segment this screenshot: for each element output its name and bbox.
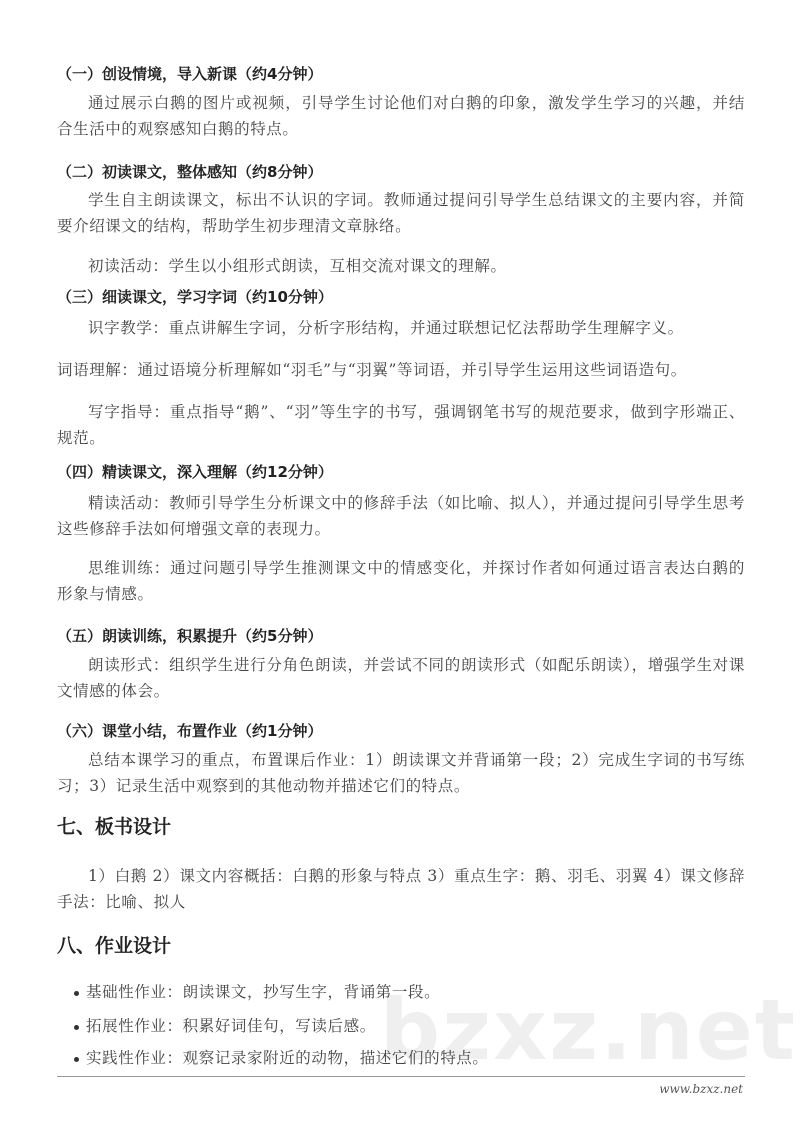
section-5-paragraph: 朗读形式：组织学生进行分角色朗读，并尝试不同的朗读形式（如配乐朗读），增强学生对课文情感的体会。: [57, 656, 745, 700]
footer-url: www.bzxz.net: [659, 1082, 743, 1096]
watermark: bzxz.net: [380, 981, 797, 1079]
homework-item-text: 拓展性作业：积累好词佳句，写读后感。: [86, 1017, 376, 1035]
section-6-heading: （六）课堂小结，布置作业（约1分钟）: [57, 722, 323, 740]
bullet-icon: [74, 991, 79, 996]
section-4-paragraph-2: 思维训练：通过问题引导学生推测课文中的情感变化，并探讨作者如何通过语言表达白鹅的形象与情感。: [57, 559, 745, 603]
homework-item: [74, 981, 440, 1003]
homework-item: [74, 1047, 489, 1069]
homework-item-text: 实践性作业：观察记录家附近的动物，描述它们的特点。: [86, 1049, 489, 1067]
section-1-paragraph: 通过展示白鹅的图片或视频，引导学生讨论他们对白鹅的印象，激发学生学习的兴趣，并结合生活中的观察感知白鹅的特点。: [57, 94, 745, 138]
section-4-paragraph-1: 精读活动：教师引导学生分析课文中的修辞手法（如比喻、拟人），并通过提问引导学生思考这些修辞手法如何增强文章的表现力。: [57, 494, 745, 538]
section-6-paragraph: 总结本课学习的重点，布置课后作业：1）朗读课文并背诵第一段；2）完成生字词的书写练习；3）记录生活中观察到的其他动物并描述它们的特点。: [57, 751, 745, 795]
bullet-icon: [74, 1025, 79, 1030]
homework-item-text: 基础性作业：朗读课文，抄写生字，背诵第一段。: [86, 983, 441, 1001]
section-3-paragraph-2: 词语理解：通过语境分析理解如“羽毛”与“羽翼”等词语，并引导学生运用这些词语造句。: [57, 361, 687, 379]
section-2-paragraph-1: 学生自主朗读课文，标出不认识的字词。教师通过提问引导学生总结课文的主要内容，并简要介绍课文的结构，帮助学生初步理清文章脉络。: [57, 191, 745, 235]
section-4-heading: （四）精读课文，深入理解（约12分钟）: [57, 463, 333, 481]
board-design-text: 1）白鹅 2）课文内容概括：白鹅的形象与特点 3）重点生字：鹅、羽毛、羽翼 4）课文修辞手法：比喻、拟人: [57, 867, 745, 911]
board-design-heading: 七、板书设计: [57, 816, 172, 838]
section-5-heading: （五）朗读训练，积累提升（约5分钟）: [57, 627, 323, 645]
homework-item: [74, 1015, 376, 1037]
bullet-icon: [74, 1057, 79, 1062]
section-2-paragraph-2: 初读活动：学生以小组形式朗读，互相交流对课文的理解。: [88, 257, 507, 275]
section-2-heading: （二）初读课文，整体感知（约8分钟）: [57, 163, 323, 181]
section-3-heading: （三）细读课文，学习字词（约10分钟）: [57, 288, 333, 306]
footer-divider: [57, 1076, 745, 1077]
section-3-paragraph-1: 识字教学：重点讲解生字词，分析字形结构，并通过联想记忆法帮助学生理解字义。: [88, 319, 684, 337]
homework-heading: 八、作业设计: [57, 935, 172, 957]
section-3-paragraph-3: 写字指导：重点指导“鹅”、“羽”等生字的书写，强调钢笔书写的规范要求，做到字形端正、规范。: [57, 403, 745, 447]
section-1-heading: （一）创设情境，导入新课（约4分钟）: [57, 65, 323, 83]
